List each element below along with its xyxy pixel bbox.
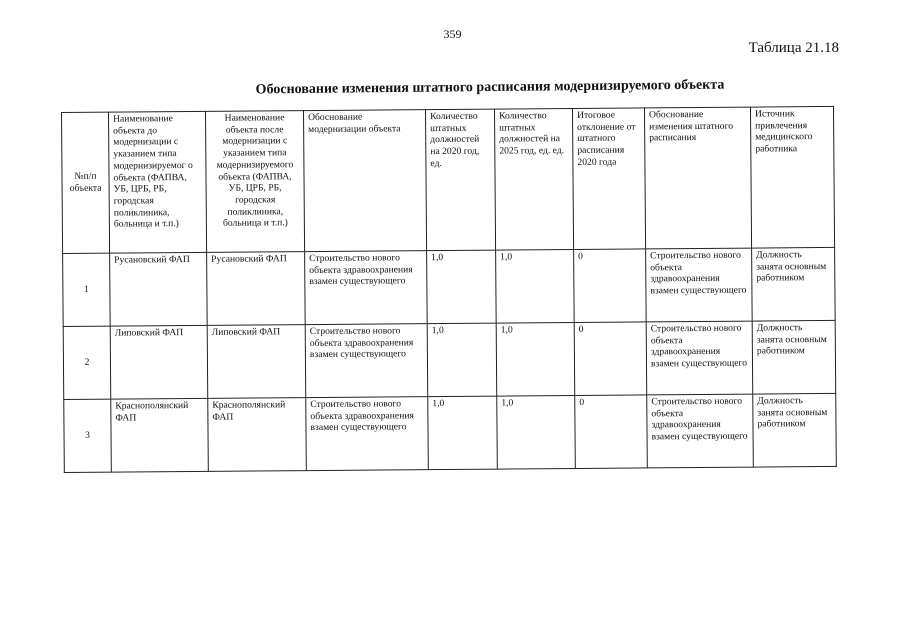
cell-name-before: Липовский ФАП (110, 325, 208, 399)
header-change-reason: Обоснование изменения штатного расписания (644, 107, 751, 249)
staffing-table (61, 106, 837, 473)
staffing-table-container (61, 106, 836, 473)
cell-deviation: 0 (575, 395, 648, 469)
cell-deviation: 0 (574, 322, 647, 396)
header-source: Источник привлечения медицинского работника (750, 106, 834, 248)
page-number: 359 (443, 27, 462, 41)
document-title: Обоснование изменения штатного расписания модернизируемого объекта (255, 77, 725, 98)
cell-staff-2025: 1,0 (496, 249, 575, 323)
cell-name-before: Русановский ФАП (110, 252, 208, 326)
table-label: Таблица 21.18 (748, 40, 839, 56)
cell-staff-2025: 1,0 (496, 322, 575, 396)
cell-number: 2 (63, 326, 111, 399)
cell-modernization-reason: Строительство нового объекта здравоохранения взамен существующего (305, 251, 428, 325)
table-row (63, 247, 836, 326)
cell-change-reason: Строительство нового объекта здравоохранения взамен существующего (646, 321, 753, 395)
cell-staff-2025: 1,0 (497, 395, 576, 469)
table-header-row (62, 106, 835, 253)
header-name-after: Наименование объекта после модернизации с указанием типа модернизируемого объекта (ФАПВА, УБ, ЦРБ, РБ, городская поликлиника, больница и т.п.) (205, 111, 304, 253)
cell-staff-2020: 1,0 (427, 323, 497, 397)
cell-modernization-reason: Строительство нового объекта здравоохранения взамен существующего (305, 324, 428, 398)
cell-name-after: Липовский ФАП (207, 325, 306, 399)
cell-number: 3 (64, 399, 112, 472)
cell-staff-2020: 1,0 (428, 396, 498, 470)
cell-name-after: Краснополянский ФАП (208, 398, 307, 472)
header-deviation: Итоговое отклонение от штатного расписания 2020 года (572, 108, 645, 250)
table-row (63, 320, 836, 399)
cell-number: 1 (63, 253, 111, 326)
cell-staff-2020: 1,0 (427, 250, 497, 324)
cell-source: Должность занята основным работником (752, 247, 836, 321)
cell-change-reason: Строительство нового объекта здравоохранения взамен существующего (647, 394, 754, 468)
cell-name-after: Русановский ФАП (207, 252, 306, 326)
cell-change-reason: Строительство нового объекта здравоохранения взамен существующего (646, 248, 753, 322)
header-modernization-reason: Обоснование модернизации объекта (303, 110, 426, 252)
cell-modernization-reason: Строительство нового объекта здравоохранения взамен существующего (306, 397, 429, 471)
cell-name-before: Краснополянский ФАП (111, 398, 209, 472)
cell-deviation: 0 (574, 249, 647, 323)
header-staff-2025: Количество штатных должностей на 2025 год, ед. ед. (494, 108, 573, 250)
header-number: №п/п объекта (62, 112, 110, 253)
header-staff-2020: Количество штатных должностей на 2020 год, ед. (425, 109, 495, 251)
cell-source: Должность занята основным работником (753, 393, 837, 467)
cell-source: Должность занята основным работником (752, 320, 836, 394)
header-name-before: Наименование объекта до модернизации с указанием типа модернизируемог о объекта (ФАПВА, УБ, ЦРБ, РБ, городская поликлиника, больница и т.п.) (109, 111, 207, 253)
table-row (64, 393, 837, 472)
